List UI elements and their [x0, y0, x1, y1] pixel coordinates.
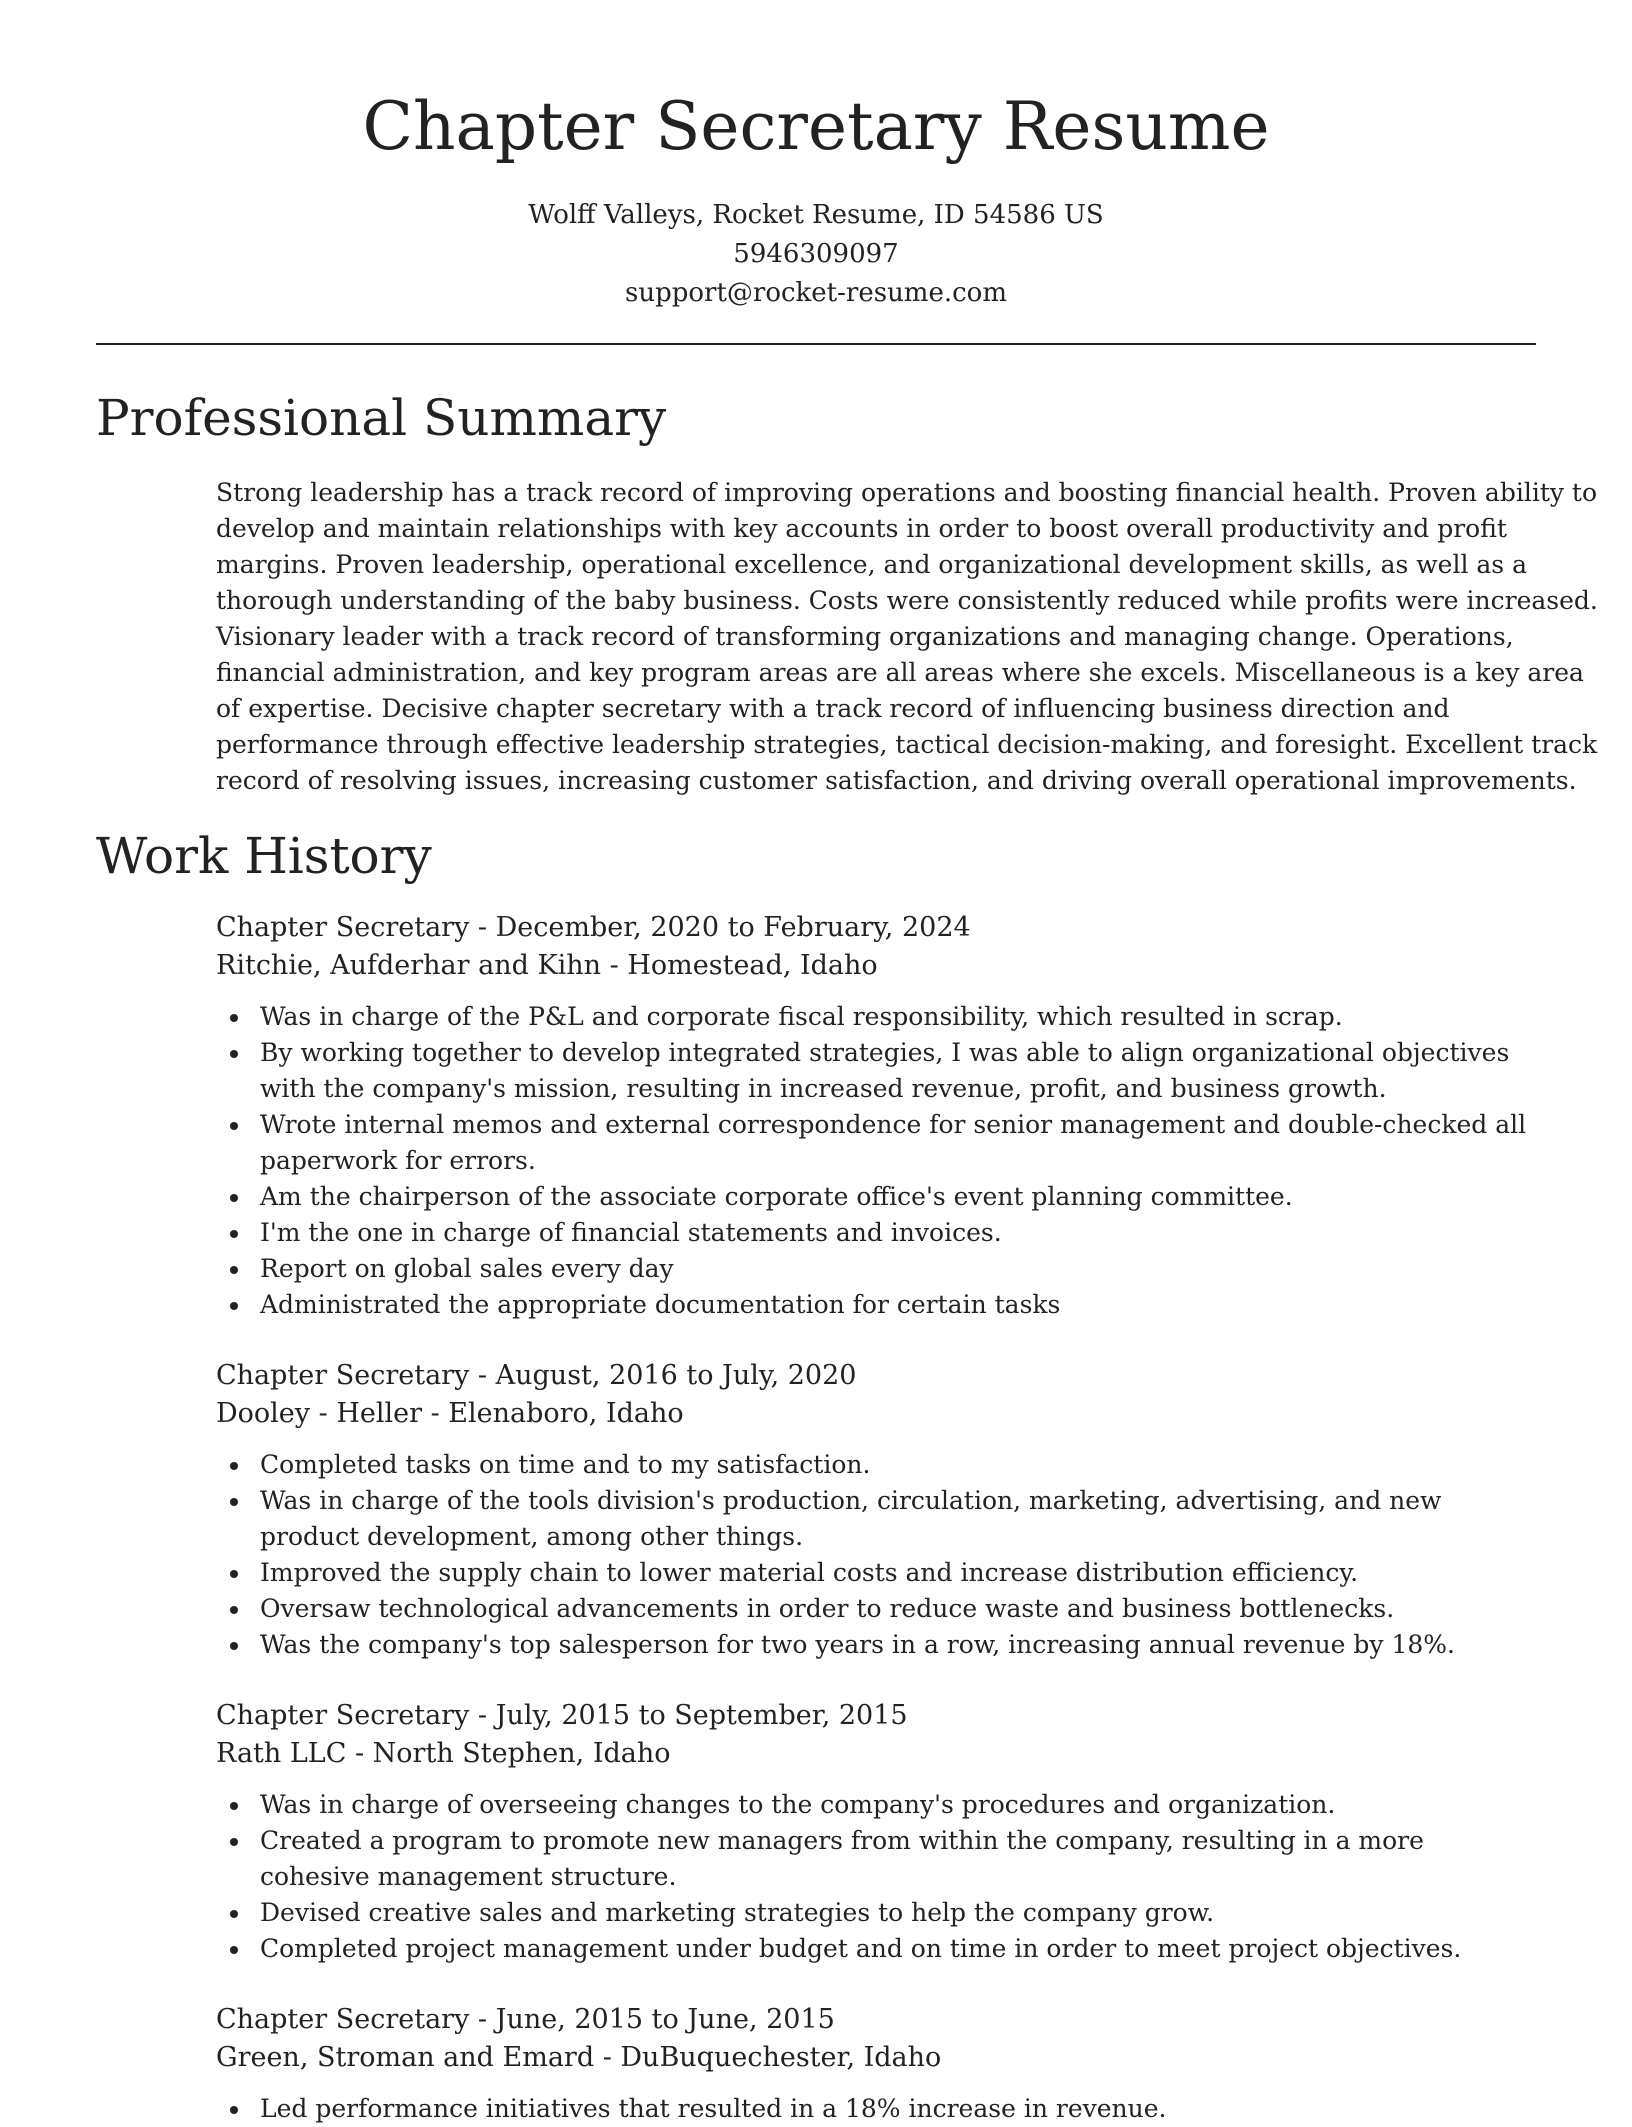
job-bullets	[216, 1787, 1536, 1967]
job-role: Chapter Secretary	[216, 912, 470, 943]
work-history-heading: Work History	[96, 827, 432, 885]
contact-block	[0, 196, 1632, 313]
bullet-text: Was the company's top salesperson for two years in a row, increasing annual revenue by 18%.	[260, 1630, 1456, 1659]
bullet-text: I'm the one in charge of financial statements and invoices.	[260, 1218, 1002, 1247]
job-dates: - December, 2020 to February, 2024	[469, 912, 971, 943]
list-item	[216, 1251, 1536, 1287]
job-company: Rath LLC	[216, 1738, 347, 1769]
list-item	[216, 1591, 1536, 1627]
bullet-text: Wrote internal memos and external correspondence for senior management and double-checked all paperwork for errors.	[260, 1110, 1527, 1175]
bullet-icon	[230, 1606, 238, 1614]
summary-heading: Professional Summary	[96, 389, 667, 447]
bullet-icon	[230, 1642, 238, 1650]
bullet-text: Led performance initiatives that resulted in a 18% increase in revenue.	[260, 2094, 1167, 2123]
job-company-line	[216, 1395, 1536, 1433]
bullet-icon	[230, 1194, 238, 1202]
job-entry	[216, 1357, 1536, 1663]
list-item	[216, 1627, 1536, 1663]
list-item	[216, 1179, 1536, 1215]
bullet-icon	[230, 1802, 238, 1810]
bullet-icon	[230, 1462, 238, 1470]
bullet-text: Am the chairperson of the associate corporate office's event planning committee.	[260, 1182, 1293, 1211]
contact-phone: 5946309097	[733, 239, 899, 269]
bullet-icon	[230, 1230, 238, 1238]
job-entry	[216, 1697, 1536, 1967]
bullet-text: Was in charge of the tools division's production, circulation, marketing, advertising, and new product development, among other things.	[260, 1486, 1442, 1551]
list-item	[216, 1215, 1536, 1251]
bullet-text: Oversaw technological advancements in order to reduce waste and business bottlenecks.	[260, 1594, 1395, 1623]
list-item	[216, 1447, 1536, 1483]
contact-address: Wolff Valleys, Rocket Resume, ID 54586 US	[528, 200, 1104, 230]
job-bullets	[216, 999, 1536, 1323]
bullet-text: Completed project management under budget and on time in order to meet project objectives.	[260, 1934, 1462, 1963]
bullet-text: Created a program to promote new managers from within the company, resulting in a more cohesive management structure.	[260, 1826, 1424, 1891]
bullet-text: Devised creative sales and marketing strategies to help the company grow.	[260, 1898, 1215, 1927]
list-item	[216, 1107, 1536, 1179]
job-entry	[216, 909, 1536, 1323]
bullet-icon	[230, 1302, 238, 1310]
job-entry	[216, 2001, 1536, 2127]
job-dates: - July, 2015 to September, 2015	[469, 1700, 908, 1731]
list-item	[216, 1035, 1536, 1107]
bullet-icon	[230, 1838, 238, 1846]
list-item	[216, 1823, 1536, 1895]
work-history-list	[0, 909, 1632, 2127]
job-bullets	[216, 1447, 1536, 1663]
list-item	[216, 1555, 1536, 1591]
summary-text: Strong leadership has a track record of improving operations and boosting financial health. Proven ability to develop and maintain relationships with key accounts in order to boost overall productivity and profit margins. Proven leadership, operational excellence, and organizational development skills, as well as a thorough understanding of the baby business. Costs were consistently reduced while profits were increased. Visionary leader with a track record of transforming organizations and managing change. Operations, financial administration, and key program areas are all areas where she excels. Miscellaneous is a key area of expertise. Decisive chapter secretary with a track record of influencing business direction and performance through effective leadership strategies, tactical decision-making, and foresight. Excellent track record of resolving issues, increasing customer satisfaction, and driving overall operational improvements.	[216, 478, 1598, 795]
job-bullets	[216, 2091, 1536, 2127]
list-item	[216, 1483, 1536, 1555]
contact-email: support@rocket-resume.com	[624, 278, 1007, 308]
job-dates: - August, 2016 to July, 2020	[469, 1360, 857, 1391]
job-company: Green, Stroman and Emard	[216, 2042, 595, 2073]
job-location: - Elenaboro, Idaho	[422, 1398, 684, 1429]
list-item	[216, 999, 1536, 1035]
bullet-icon	[230, 2106, 238, 2114]
resume-header	[0, 0, 1632, 313]
job-title-line	[216, 1357, 1536, 1395]
bullet-icon	[230, 1910, 238, 1918]
bullet-icon	[230, 1946, 238, 1954]
bullet-icon	[230, 1266, 238, 1274]
resume-title: Chapter Secretary Resume	[362, 88, 1270, 165]
header-divider	[96, 343, 1536, 345]
bullet-text: Improved the supply chain to lower material costs and increase distribution efficiency.	[260, 1558, 1359, 1587]
bullet-text: Report on global sales every day	[260, 1254, 674, 1283]
list-item	[216, 1287, 1536, 1323]
bullet-text: Was in charge of the P&L and corporate fiscal responsibility, which resulted in scrap.	[260, 1002, 1343, 1031]
list-item	[216, 1895, 1536, 1931]
job-role: Chapter Secretary	[216, 1360, 470, 1391]
bullet-icon	[230, 1122, 238, 1130]
job-title-line	[216, 1697, 1536, 1735]
bullet-text: Completed tasks on time and to my satisfaction.	[260, 1450, 871, 1479]
list-item	[216, 1787, 1536, 1823]
job-location: - DuBuquechester, Idaho	[594, 2042, 942, 2073]
bullet-text: Was in charge of overseeing changes to the company's procedures and organization.	[260, 1790, 1336, 1819]
bullet-icon	[230, 1498, 238, 1506]
bullet-icon	[230, 1014, 238, 1022]
job-company: Dooley - Heller	[216, 1398, 422, 1429]
list-item	[216, 1931, 1536, 1967]
job-company-line	[216, 947, 1536, 985]
job-company-line	[216, 2039, 1536, 2077]
job-company: Ritchie, Aufderhar and Kihn	[216, 950, 602, 981]
job-role: Chapter Secretary	[216, 1700, 470, 1731]
list-item	[216, 2091, 1536, 2127]
job-title-line	[216, 2001, 1536, 2039]
job-location: - Homestead, Idaho	[601, 950, 878, 981]
job-title-line	[216, 909, 1536, 947]
job-company-line	[216, 1735, 1536, 1773]
job-role: Chapter Secretary	[216, 2004, 470, 2035]
bullet-text: By working together to develop integrated strategies, I was able to align organizational objectives with the company's mission, resulting in increased revenue, profit, and business growth.	[260, 1038, 1510, 1103]
job-dates: - June, 2015 to June, 2015	[469, 2004, 835, 2035]
bullet-icon	[230, 1050, 238, 1058]
bullet-icon	[230, 1570, 238, 1578]
bullet-text: Administrated the appropriate documentation for certain tasks	[260, 1290, 1061, 1319]
job-location: - North Stephen, Idaho	[346, 1738, 671, 1769]
